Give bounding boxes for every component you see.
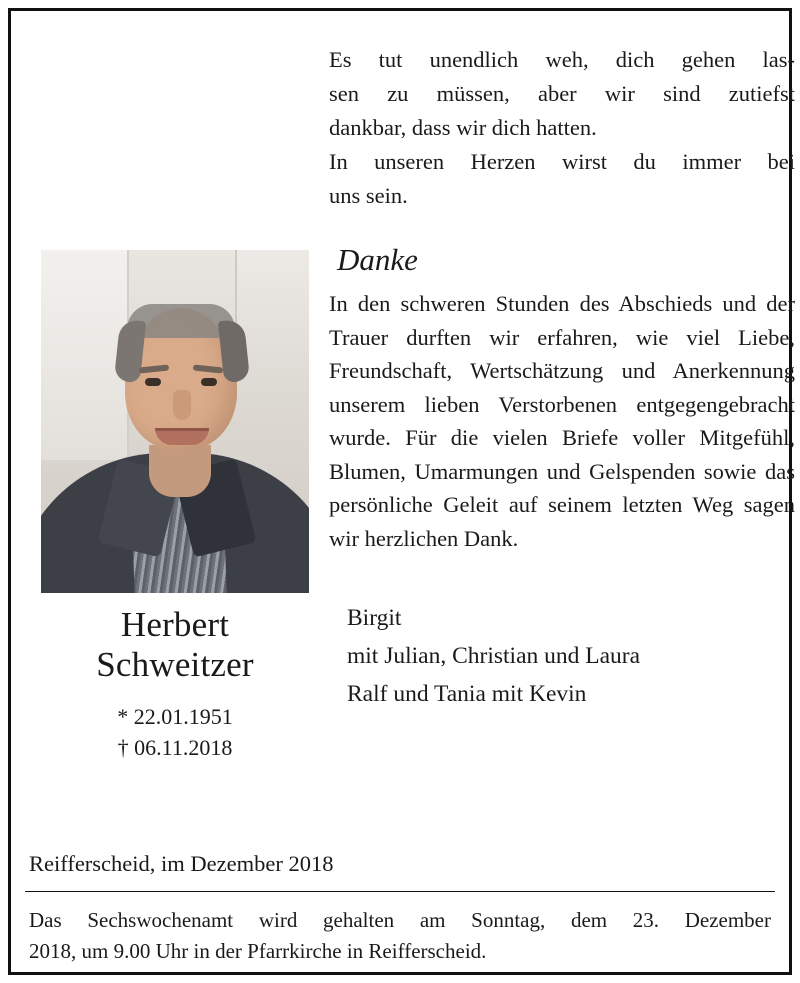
photo-mouth [155, 428, 209, 445]
life-dates [29, 701, 321, 763]
footnote-line: Das Sechswochenamt wird gehalten am Sonntag, dem 23. Dezember [29, 908, 771, 932]
family-line: Ralf und Tania mit Kevin [347, 681, 587, 707]
photo-eye-right [201, 378, 217, 386]
notice-frame [8, 8, 795, 975]
place-and-date: Reifferscheid, im Dezember 2018 [29, 851, 334, 876]
deceased-name [29, 605, 321, 685]
divider [25, 891, 775, 892]
birth-date: * 22.01.1951 [117, 704, 233, 729]
portrait-photo [41, 250, 309, 593]
family-line: Birgit [347, 605, 402, 631]
danke-heading: Danke [337, 242, 418, 277]
verse-line: sen zu müssen, aber wir sind zutiefst [329, 81, 795, 106]
photo-neck [149, 445, 211, 497]
verse-line: In unseren Herzen wirst du immer bei [329, 149, 795, 174]
deceased-first-name: Herbert [120, 605, 230, 644]
photo-eye-left [145, 378, 161, 386]
service-footnote [29, 905, 771, 967]
thanks-paragraph: In den schweren Stunden des Abschieds und der Trauer durften wir erfahren, wie viel Liebe, Freundschaft, Wertschätzung und Anerkennung unserem lieben Verstorbenen entgegengebracht wurde. Für die vielen Briefe voller Mitgefühl, Blumen, Umarmungen und Gelspenden sowie das persönliche Geleit auf seinem letzten Weg sagen wir herzlichen Dank. [329, 291, 795, 551]
photo-wall-right [235, 250, 309, 400]
memorial-verse [329, 43, 795, 213]
verse-line: dankbar, dass wir dich hatten. [329, 115, 597, 140]
deceased-last-name: Schweitzer [96, 645, 254, 684]
notice-inner [11, 11, 795, 972]
verse-line: uns sein. [329, 183, 408, 208]
death-date: † 06.11.2018 [117, 735, 233, 760]
verse-line: Es tut unendlich weh, dich gehen las- [329, 47, 795, 72]
top-area [29, 25, 795, 825]
family-line: mit Julian, Christian und Laura [347, 643, 641, 669]
text-column [329, 25, 795, 713]
family-signatures [347, 599, 795, 713]
photo-nose [173, 390, 191, 420]
footnote-line: 2018, um 9.00 Uhr in der Pfarrkirche in Reifferscheid. [29, 939, 487, 963]
